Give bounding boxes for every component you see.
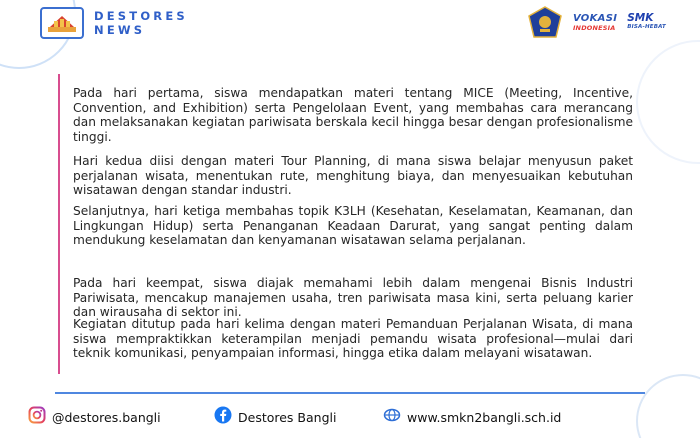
footer-divider <box>55 392 645 394</box>
article-paragraph: Pada hari pertama, siswa mendapatkan materi tentang MICE (Meeting, Incentive, Convention, and Exhibition) serta Pengelolaan Event, yang membahas cara merancang dan melaksanakan kegiatan pariwisata berskala kecil hingga besar dengan profesionalisme tinggi. <box>73 86 633 144</box>
website-url: www.smkn2bangli.sch.id <box>407 409 562 425</box>
article-body <box>58 74 640 374</box>
globe-icon <box>383 406 401 428</box>
facebook-link[interactable] <box>214 406 336 428</box>
vokasi-logo-subtitle: INDONESIA <box>572 23 616 32</box>
article-paragraph: Hari kedua diisi dengan materi Tour Planning, di mana siswa belajar menyusun paket perjalanan wisata, menentukan rute, menghitung biaya, dan menyesuaikan kebutuhan wisatawan dengan standar industri. <box>73 154 633 198</box>
footer <box>0 400 700 430</box>
smk-logo-subtitle: BISA-HEBAT <box>627 24 666 30</box>
instagram-link[interactable] <box>28 406 161 428</box>
article-paragraph: Selanjutnya, hari ketiga membahas topik K3LH (Kesehatan, Keselamatan, Keamanan, dan Lingkungan Hidup) serta Penanganan Keadaan Darurat, yang sangat penting dalam mendukung keselamatan dan kenyamanan wisatawan selama perjalanan. <box>73 204 633 248</box>
facebook-page-name: Destores Bangli <box>238 409 337 425</box>
facebook-icon <box>214 406 232 428</box>
instagram-icon <box>28 406 46 428</box>
smk-logo <box>627 14 666 32</box>
instagram-handle: @destores.bangli <box>52 409 161 425</box>
article-paragraph: Pada hari keempat, siswa diajak memahami lebih dalam mengenai Bisnis Industri Pariwisata, mencakup manajemen usaha, tren pariwisata masa kini, serta peluang karier dan wirausaha di sektor ini. <box>73 276 633 320</box>
bali-crest-icon <box>527 6 563 40</box>
partner-logos <box>527 6 666 40</box>
article-paragraph: Kegiatan ditutup pada hari kelima dengan materi Pemanduan Perjalanan Wisata, di mana siswa mempraktikkan keterampilan menjadi pemandu wisata profesional—mulai dari teknik komunikasi, penyampaian informasi, hingga etika dalam melayani wisatawan. <box>73 317 633 361</box>
smk-logo-title: SMK <box>627 12 654 24</box>
header <box>0 0 700 60</box>
destores-logo-icon <box>40 7 84 39</box>
brand-title <box>94 9 188 37</box>
brand-line-1: DESTORES <box>94 9 188 23</box>
brand-line-2: NEWS <box>94 23 146 37</box>
vokasi-logo-title: VOKASI <box>572 12 618 24</box>
vokasi-logo <box>573 14 617 33</box>
website-link[interactable] <box>383 406 561 428</box>
